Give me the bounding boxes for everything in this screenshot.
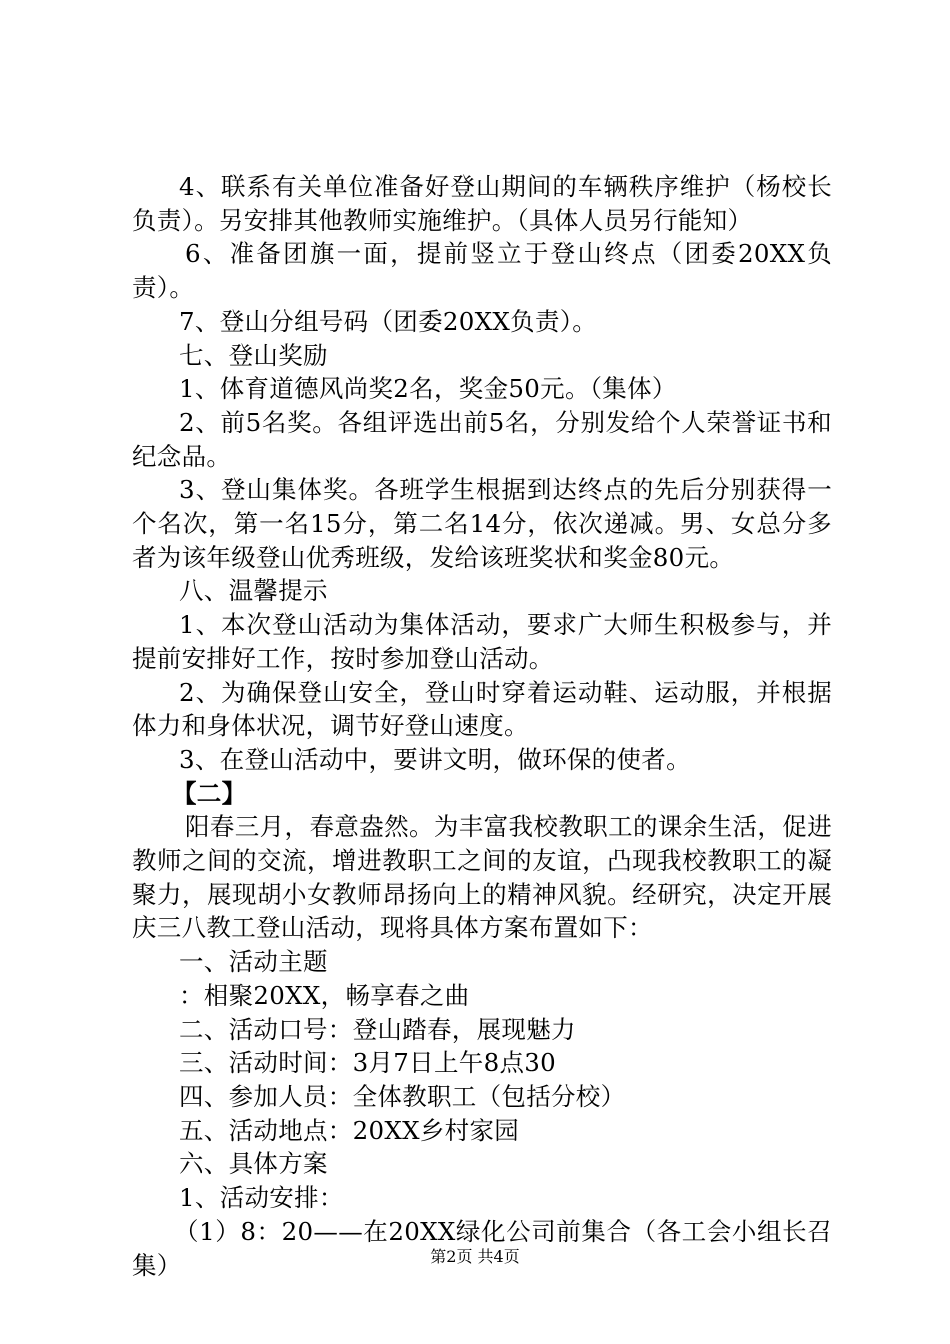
paragraph: 七、登山奖励 bbox=[179, 340, 328, 370]
paragraph: 1、体育道德风尚奖2名，奖金50元。（集体） bbox=[179, 374, 677, 404]
paragraph: 2、为确保登山安全，登山时穿着运动鞋、运动服，并根据体力和身体状况，调节好登山速度。 bbox=[132, 677, 832, 741]
paragraph: 八、温馨提示 bbox=[179, 576, 328, 606]
paragraph: 五、活动地点：20XX乡村家园 bbox=[179, 1115, 520, 1145]
paragraph: 3、登山集体奖。各班学生根据到达终点的先后分别获得一个名次，第一名15分，第二名14分，依次递减。男、女总分多者为该年级登山优秀班级，发给该班奖状和奖金80元。 bbox=[132, 475, 832, 572]
paragraph: 阳春三月，春意盎然。为丰富我校教职工的课余生活，促进教师之间的交流，增进教职工之间的友谊，凸现我校教职工的凝聚力，展现胡小女教师昂扬向上的精神风貌。经研究，决定开展庆三八教工登山活动，现将具体方案布置如下： bbox=[132, 812, 832, 943]
paragraph: 3、在登山活动中，要讲文明，做环保的使者。 bbox=[179, 744, 691, 774]
document-body bbox=[132, 170, 832, 1282]
paragraph: 1、本次登山活动为集体活动，要求广大师生积极参与，并提前安排好工作，按时参加登山活动。 bbox=[132, 610, 832, 673]
paragraph: 2、前5名奖。各组评选出前5名，分别发给个人荣誉证书和纪念品。 bbox=[132, 407, 832, 471]
paragraph: 7、登山分组号码（团委20XX负责）。 bbox=[179, 306, 598, 336]
paragraph: 四、参加人员：全体教职工（包括分校） bbox=[179, 1081, 626, 1111]
paragraph: 【二】 bbox=[172, 778, 247, 808]
paragraph: 六、具体方案 bbox=[179, 1149, 328, 1179]
paragraph: 1、活动安排： bbox=[179, 1183, 344, 1213]
paragraph: 一、活动主题 bbox=[179, 947, 328, 977]
page-footer: 第2页 共4页 bbox=[430, 1247, 520, 1266]
paragraph: 二、活动口号：登山踏春，展现魅力 bbox=[179, 1014, 576, 1044]
paragraph: （1）8：20——在20XX绿化公司前集合（各工会小组长召集） bbox=[132, 1216, 832, 1280]
paragraph: 三、活动时间：3月7日上午8点30 bbox=[179, 1048, 557, 1078]
paragraph: 6、准备团旗一面，提前竖立于登山终点（团委20XX负责）。 bbox=[132, 239, 832, 303]
paragraph: 4、联系有关单位准备好登山期间的车辆秩序维护（杨校长负责）。另安排其他教师实施维护。（具体人员另行能知） bbox=[132, 172, 832, 235]
paragraph: ：相聚20XX，畅享春之曲 bbox=[179, 980, 470, 1010]
